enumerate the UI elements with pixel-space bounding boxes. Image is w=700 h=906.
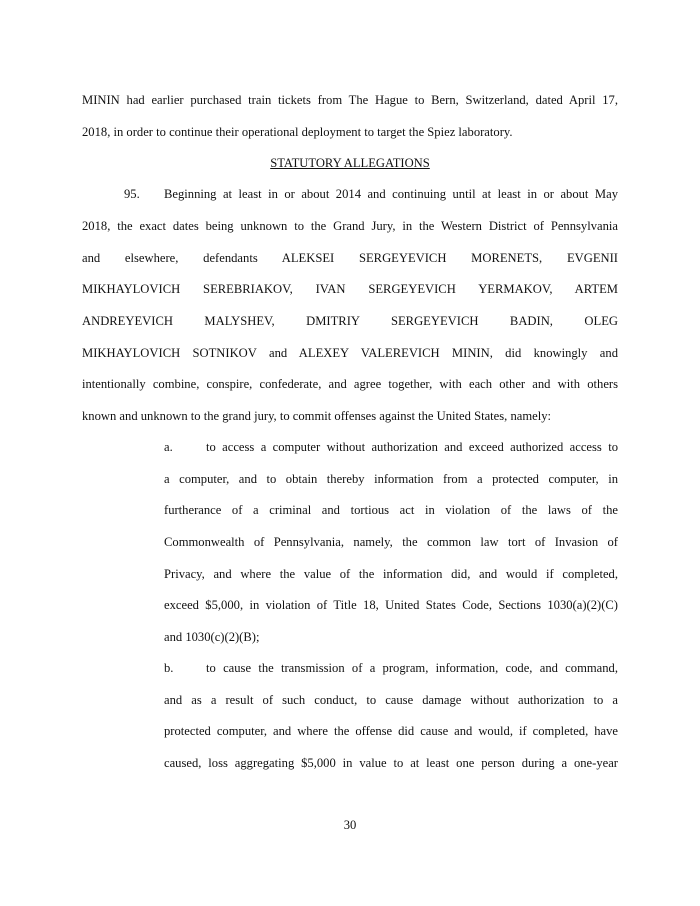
page-number: 30	[343, 818, 357, 832]
item-a-line-4: Commonwealth of Pennsylvania, namely, the common law tort of Invasion of	[164, 535, 618, 549]
item-a-line-1: to access a computer without authorization and exceed authorized access to	[206, 440, 618, 454]
paragraph-95-line-7: intentionally combine, conspire, confederate, and agree together, with each other and with others	[82, 377, 618, 391]
item-b-line-1: to cause the transmission of a program, information, code, and command,	[206, 661, 618, 675]
item-b-line-3: protected computer, and where the offense did cause and would, if completed, have	[164, 724, 618, 738]
item-b-marker: b.	[164, 661, 174, 675]
carryover-line-2: 2018, in order to continue their operational deployment to target the Spiez laboratory.	[82, 125, 513, 139]
item-a-line-3: furtherance of a criminal and tortious act in violation of the laws of the	[164, 503, 618, 517]
paragraph-95-line-3: and elsewhere, defendants ALEKSEI SERGEYEVICH MORENETS, EVGENII	[82, 251, 618, 265]
item-b-line-4: caused, loss aggregating $5,000 in value to at least one person during a one-year	[164, 756, 618, 770]
item-a-line-2: a computer, and to obtain thereby information from a protected computer, in	[164, 472, 618, 486]
item-a-line-5: Privacy, and where the value of the information did, and would if completed,	[164, 567, 618, 581]
item-b-first-line	[164, 660, 618, 676]
carryover-line-1: MININ had earlier purchased train tickets from The Hague to Bern, Switzerland, dated April 17,	[82, 93, 618, 107]
paragraph-95-line-8: known and unknown to the grand jury, to commit offenses against the United States, namely:	[82, 409, 552, 423]
paragraph-95-first-line	[124, 186, 618, 202]
section-heading: STATUTORY ALLEGATIONS	[270, 156, 430, 170]
paragraph-95-line-5: ANDREYEVICH MALYSHEV, DMITRIY SERGEYEVICH BADIN, OLEG	[82, 314, 618, 328]
paragraph-95-line-2: 2018, the exact dates being unknown to the Grand Jury, in the Western District of Pennsylvania	[82, 219, 618, 233]
item-a-marker: a.	[164, 440, 173, 454]
item-a-first-line	[164, 439, 618, 455]
item-a-line-7: and 1030(c)(2)(B);	[164, 630, 260, 644]
paragraph-number: 95.	[124, 187, 140, 201]
paragraph-95-line-1: Beginning at least in or about 2014 and continuing until at least in or about May	[164, 187, 618, 201]
paragraph-95-line-6: MIKHAYLOVICH SOTNIKOV and ALEXEY VALEREVICH MININ, did knowingly and	[82, 346, 618, 360]
item-b-line-2: and as a result of such conduct, to cause damage without authorization to a	[164, 693, 618, 707]
paragraph-95-line-4: MIKHAYLOVICH SEREBRIAKOV, IVAN SERGEYEVICH YERMAKOV, ARTEM	[82, 282, 618, 296]
item-a-line-6: exceed $5,000, in violation of Title 18, United States Code, Sections 1030(a)(2)(C)	[164, 598, 618, 612]
